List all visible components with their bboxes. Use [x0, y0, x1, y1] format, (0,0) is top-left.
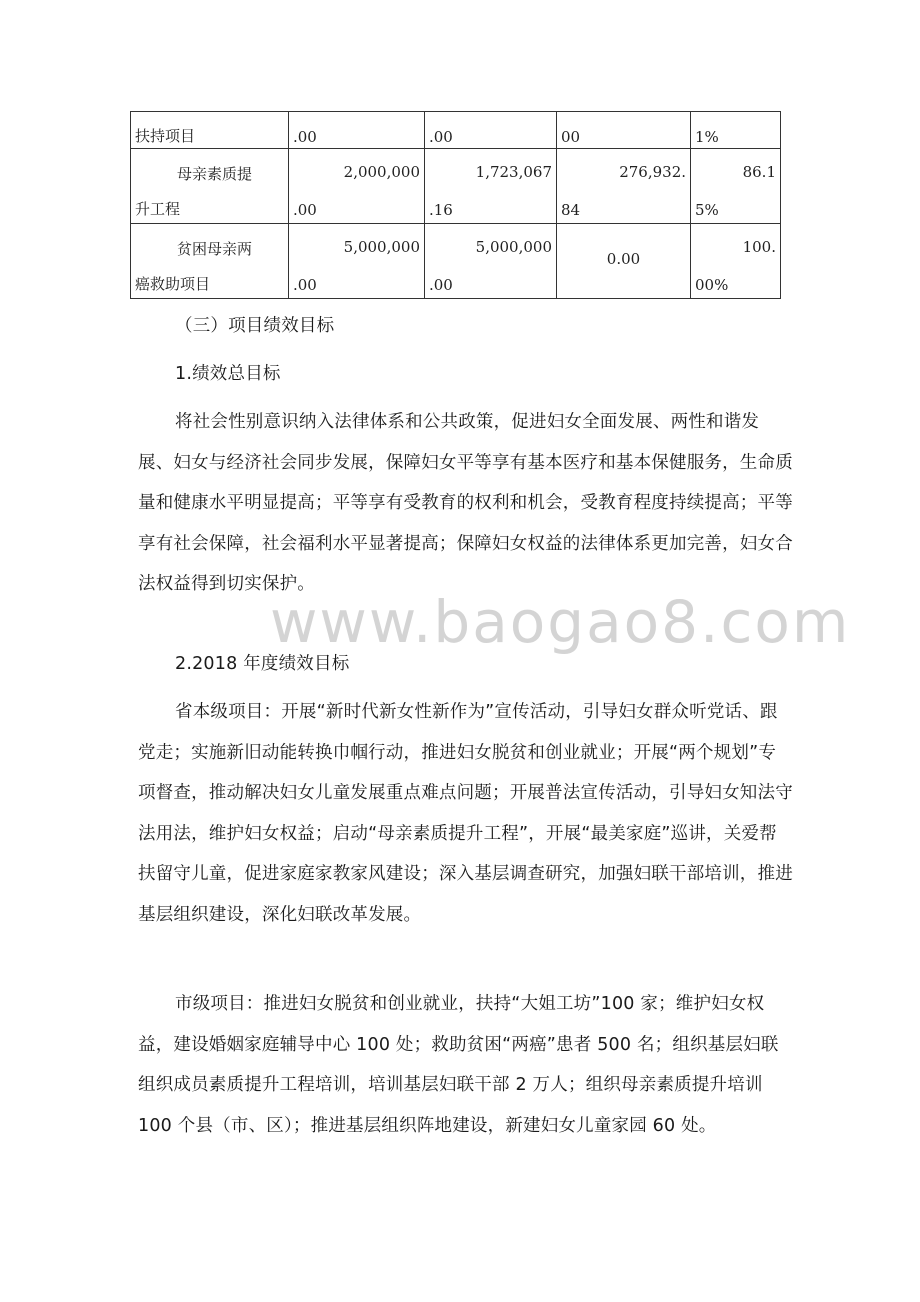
project-name: 扶持项目	[135, 127, 196, 145]
project-name: 母亲素质提	[177, 165, 253, 183]
budget-value: 5,000,000	[343, 238, 420, 256]
section-heading: （三）项目绩效目标	[175, 316, 335, 336]
paragraph-city-projects: 市级项目：推进妇女脱贫和创业就业，扶持“大姐工坊”100 家；维护妇女权益，建设婚姻家庭辅导中心 100 处；救助贫困“两癌”患者 500 名；组织基层妇联组织成员素质提升工程培训，培训基层妇联干部 2 万人；组织母亲素质提升培训 100 个县（市、区）；推进基层组织阵地建设，新建妇女儿童家园 60 处。	[138, 994, 779, 1136]
budget-value-cont: .00	[293, 201, 317, 219]
table-row	[131, 149, 781, 224]
balance-value: 0.00	[606, 250, 641, 268]
table-row	[131, 224, 781, 299]
sub-heading-block	[138, 354, 793, 395]
spent-value-cont: .16	[429, 201, 453, 219]
project-name: 贫困母亲两	[177, 240, 253, 258]
paragraph-block	[138, 984, 793, 1146]
paragraph-provincial-projects: 省本级项目：开展“新时代新女性新作为”宣传活动，引导妇女群众听党话、跟党走；实施新旧动能转换巾帼行动，推进妇女脱贫和创业就业；开展“两个规划”专项督查，推动解决妇女儿童发展重点难点问题；开展普法宣传活动，引导妇女知法守法用法，维护妇女权益；启动“母亲素质提升工程”，开展“最美家庭”巡讲，关爱帮扶留守儿童，促进家庭家教家风建设；深入基层调查研究，加强妇联干部培训，推进基层组织建设，深化妇联改革发展。	[138, 702, 793, 925]
balance-value: 276,932.	[619, 163, 686, 181]
sub-heading-annual-goal: 2.2018 年度绩效目标	[175, 654, 350, 674]
rate-value-cont: 5%	[695, 201, 719, 219]
budget-value: .00	[293, 128, 317, 146]
spent-value: .00	[429, 128, 453, 146]
budget-value: 2,000,000	[343, 163, 420, 181]
rate-value: 1%	[695, 128, 719, 146]
paragraph-block	[138, 692, 793, 935]
spent-value: 5,000,000	[475, 238, 552, 256]
project-name-cont: 升工程	[135, 200, 181, 218]
rate-value: 86.1	[742, 163, 776, 181]
balance-value: 00	[561, 128, 581, 146]
section-heading-block	[138, 306, 793, 347]
spent-value: 1,723,067	[475, 163, 552, 181]
budget-value-cont: .00	[293, 276, 317, 294]
balance-value-cont: 84	[561, 201, 581, 219]
rate-value-cont: 00%	[695, 276, 729, 294]
budget-table	[130, 111, 781, 299]
watermark: www.baogao8.com	[270, 588, 851, 656]
paragraph-overall-goal: 将社会性别意识纳入法律体系和公共政策，促进妇女全面发展、两性和谐发展、妇女与经济社会同步发展，保障妇女平等享有基本医疗和基本保健服务，生命质量和健康水平明显提高；平等享有受教育的权利和机会，受教育程度持续提高；平等享有社会保障，社会福利水平显著提高；保障妇女权益的法律体系更加完善，妇女合法权益得到切实保护。	[138, 412, 793, 594]
table-row	[131, 112, 781, 149]
spent-value-cont: .00	[429, 276, 453, 294]
project-name-cont: 癌救助项目	[135, 275, 211, 293]
paragraph-block	[138, 402, 793, 605]
sub-heading-overall-goal: 1.绩效总目标	[175, 364, 281, 384]
rate-value: 100.	[742, 238, 776, 256]
